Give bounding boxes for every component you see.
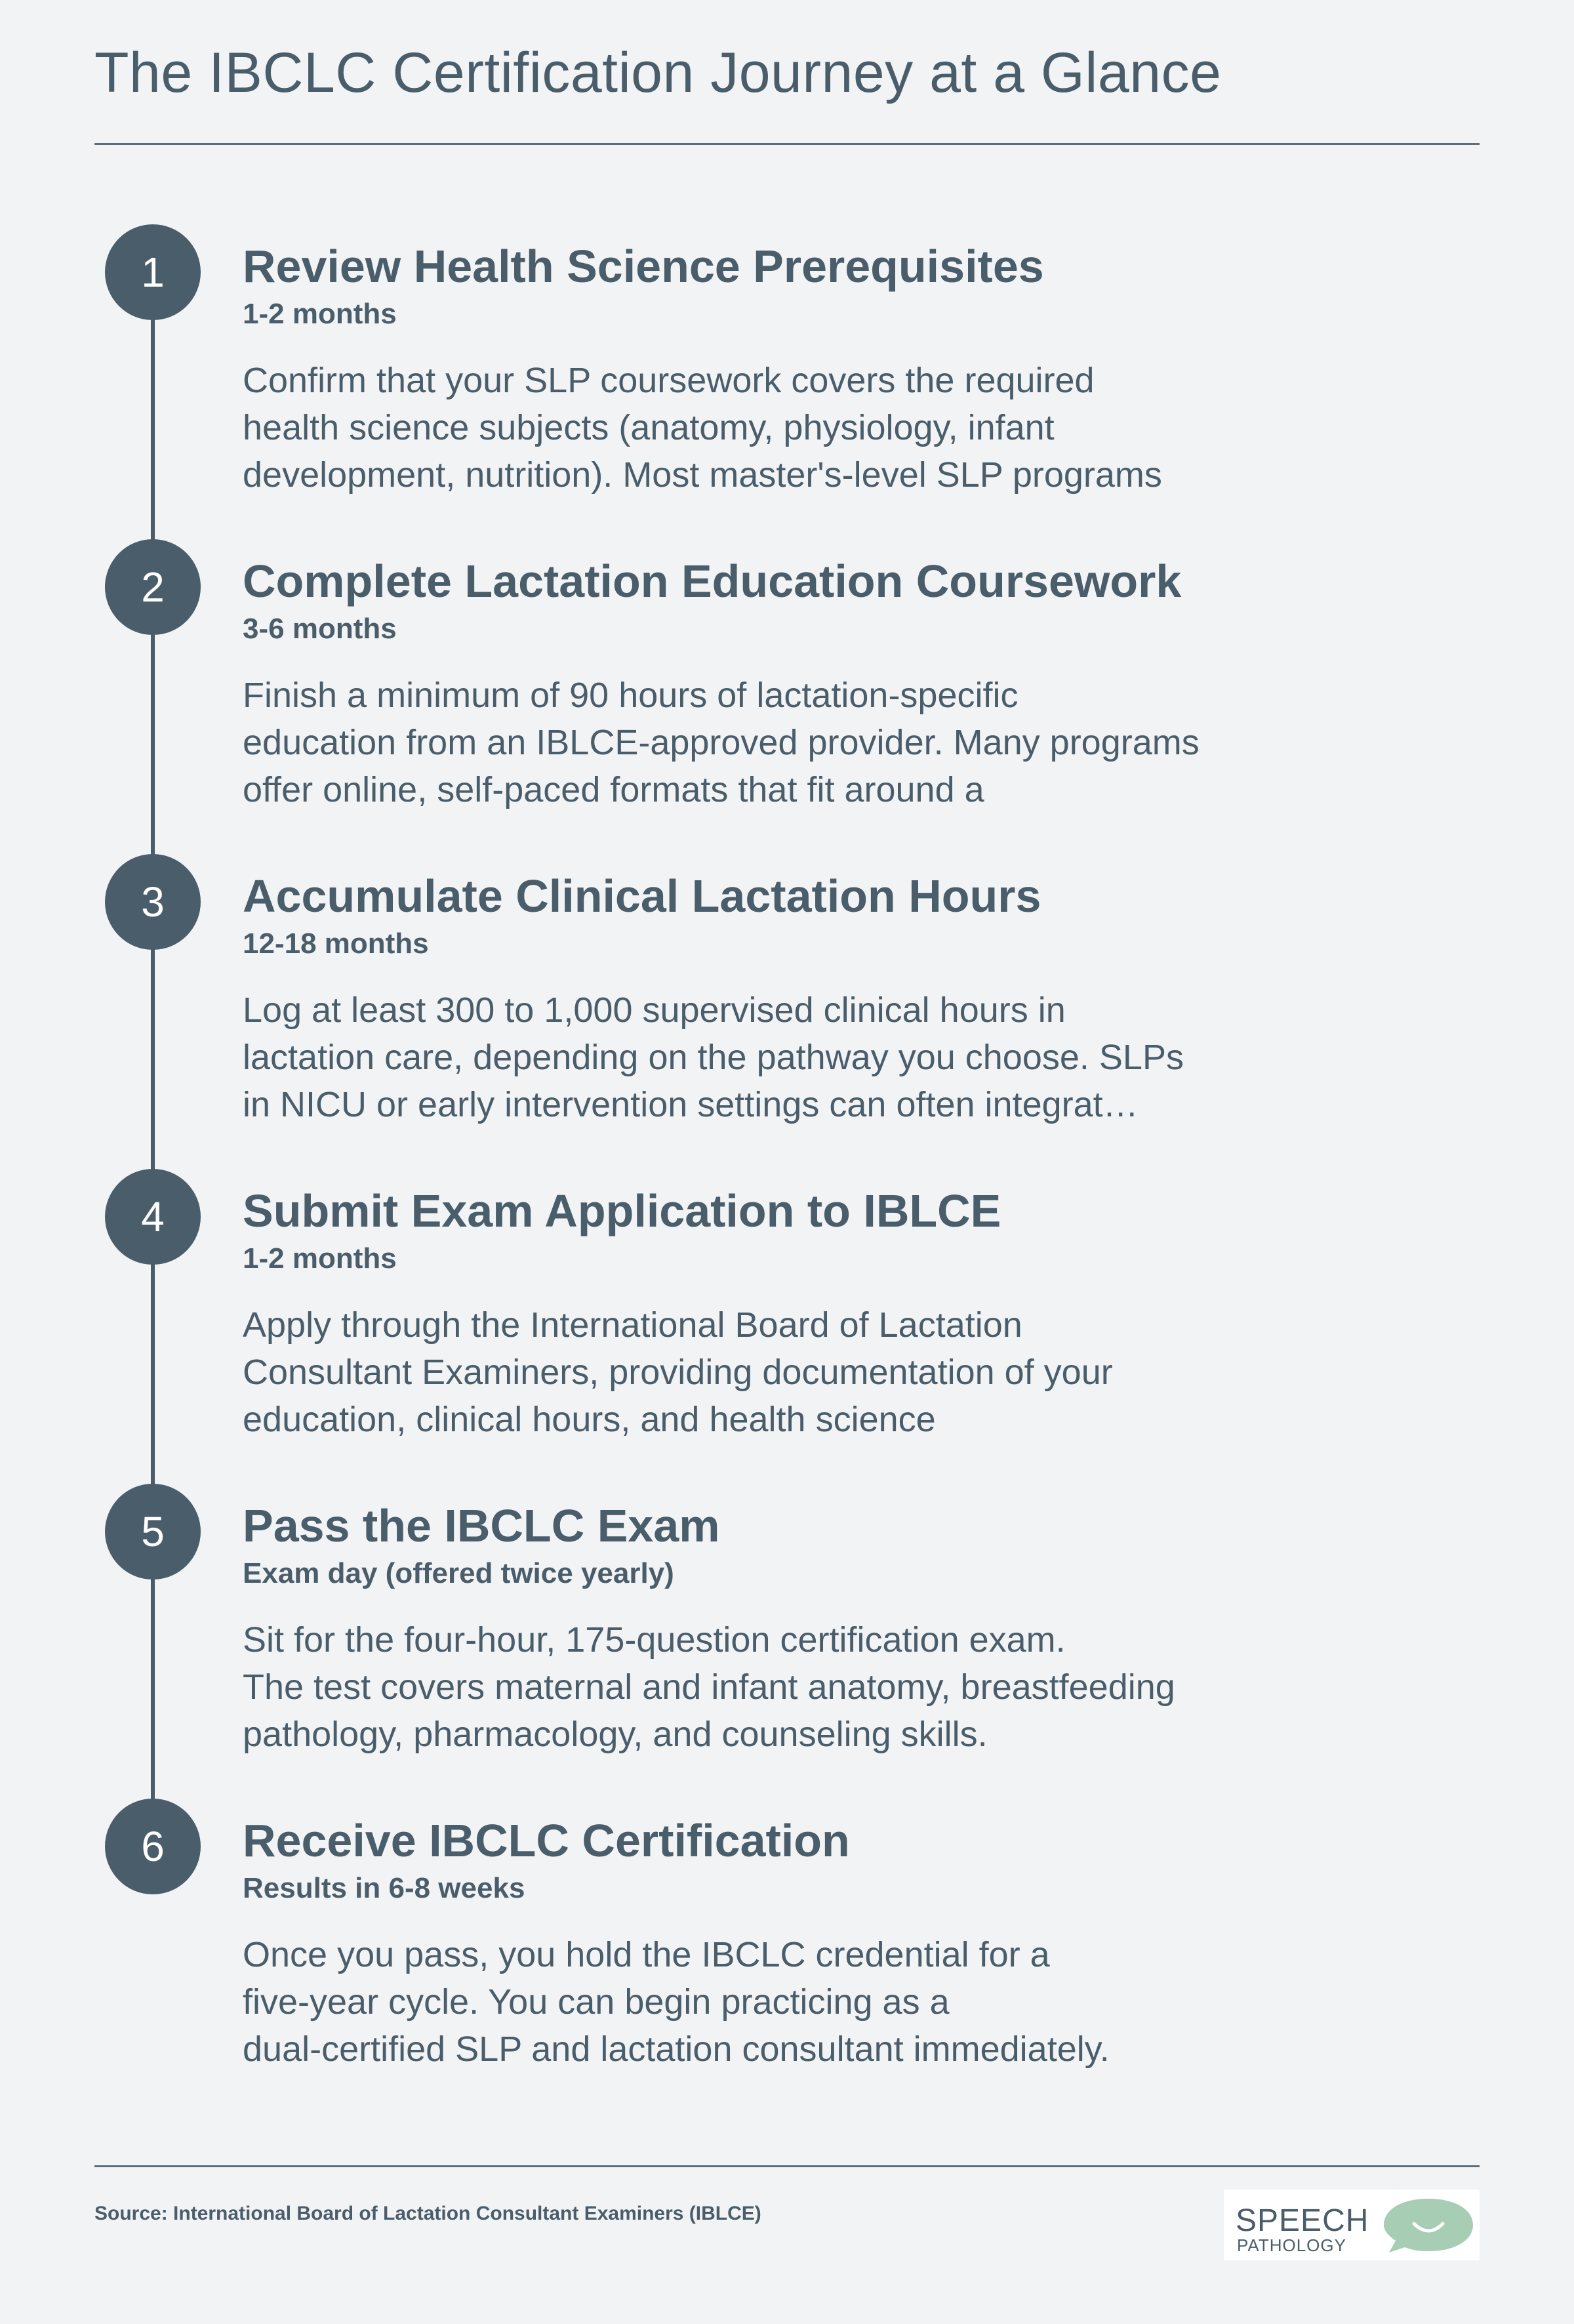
description-line: education, clinical hours, and health science — [243, 1400, 936, 1439]
description-line: Log at least 300 to 1,000 supervised clinical hours in — [243, 990, 1066, 1030]
step-title: Pass the IBCLC Exam — [243, 1500, 720, 1551]
step-description — [243, 1931, 1266, 2073]
step-duration: Exam day (offered twice yearly) — [243, 1557, 674, 1589]
step-description — [243, 987, 1266, 1128]
step-title: Complete Lactation Education Coursework — [243, 556, 1182, 607]
step-number-badge: 3 — [105, 854, 201, 950]
step-description — [243, 1616, 1266, 1758]
step-number-badge: 4 — [105, 1169, 201, 1265]
description-line: development, nutrition). Most master's-level SLP programs — [243, 455, 1162, 495]
description-line: dual-certified SLP and lactation consultant immediately. — [243, 2029, 1110, 2069]
logo-word-pathology: PATHOLOGY — [1237, 2235, 1346, 2255]
step-duration: 1-2 months — [243, 298, 397, 330]
description-line: lactation care, depending on the pathway you choose. SLPs — [243, 1038, 1184, 1077]
step-duration: 1-2 months — [243, 1242, 397, 1274]
description-line: Consultant Examiners, providing documentation of your — [243, 1353, 1113, 1392]
step-title: Accumulate Clinical Lactation Hours — [243, 870, 1041, 922]
page-title: The IBCLC Certification Journey at a Glance — [94, 41, 1222, 104]
step-number-badge: 5 — [105, 1484, 201, 1580]
description-line: Finish a minimum of 90 hours of lactation-specific — [243, 676, 1019, 715]
description-line: education from an IBLCE-approved provider. Many programs — [243, 723, 1200, 762]
step-description — [243, 672, 1266, 813]
speech-pathology-logo — [1224, 2190, 1480, 2260]
step-description — [243, 357, 1266, 499]
description-line: The test covers maternal and infant anatomy, breastfeeding — [243, 1667, 1175, 1707]
description-line: Apply through the International Board of Lactation — [243, 1305, 1022, 1345]
step-duration: 3-6 months — [243, 613, 397, 645]
footer-divider — [94, 2165, 1480, 2167]
description-line: Sit for the four-hour, 175-question certification exam. — [243, 1620, 1066, 1660]
speech-bubble-icon — [1380, 2195, 1477, 2255]
description-line: pathology, pharmacology, and counseling skills. — [243, 1715, 988, 1754]
step-duration: Results in 6-8 weeks — [243, 1872, 525, 1904]
description-line: health science subjects (anatomy, physiology, infant — [243, 408, 1055, 447]
step-number-badge: 2 — [105, 539, 201, 635]
description-line: in NICU or early intervention settings can often integrat… — [243, 1085, 1139, 1124]
step-description — [243, 1301, 1266, 1443]
source-note: Source: International Board of Lactation Consultant Examiners (IBLCE) — [94, 2203, 761, 2224]
description-line: Once you pass, you hold the IBCLC credential for a — [243, 1935, 1050, 1974]
step-number-badge: 6 — [105, 1799, 201, 1894]
description-line: Confirm that your SLP coursework covers the required — [243, 361, 1095, 400]
step-title: Submit Exam Application to IBLCE — [243, 1185, 1001, 1236]
description-line: five-year cycle. You can begin practicing as a — [243, 1982, 950, 2022]
description-line: offer online, self-paced formats that fit around a — [243, 770, 984, 809]
step-duration: 12-18 months — [243, 928, 429, 960]
logo-word-speech: SPEECH — [1236, 2203, 1369, 2238]
header-divider — [94, 143, 1480, 145]
step-title: Review Health Science Prerequisites — [243, 241, 1044, 292]
step-title: Receive IBCLC Certification — [243, 1815, 850, 1866]
step-number-badge: 1 — [105, 224, 201, 320]
timeline-line — [151, 275, 155, 1850]
